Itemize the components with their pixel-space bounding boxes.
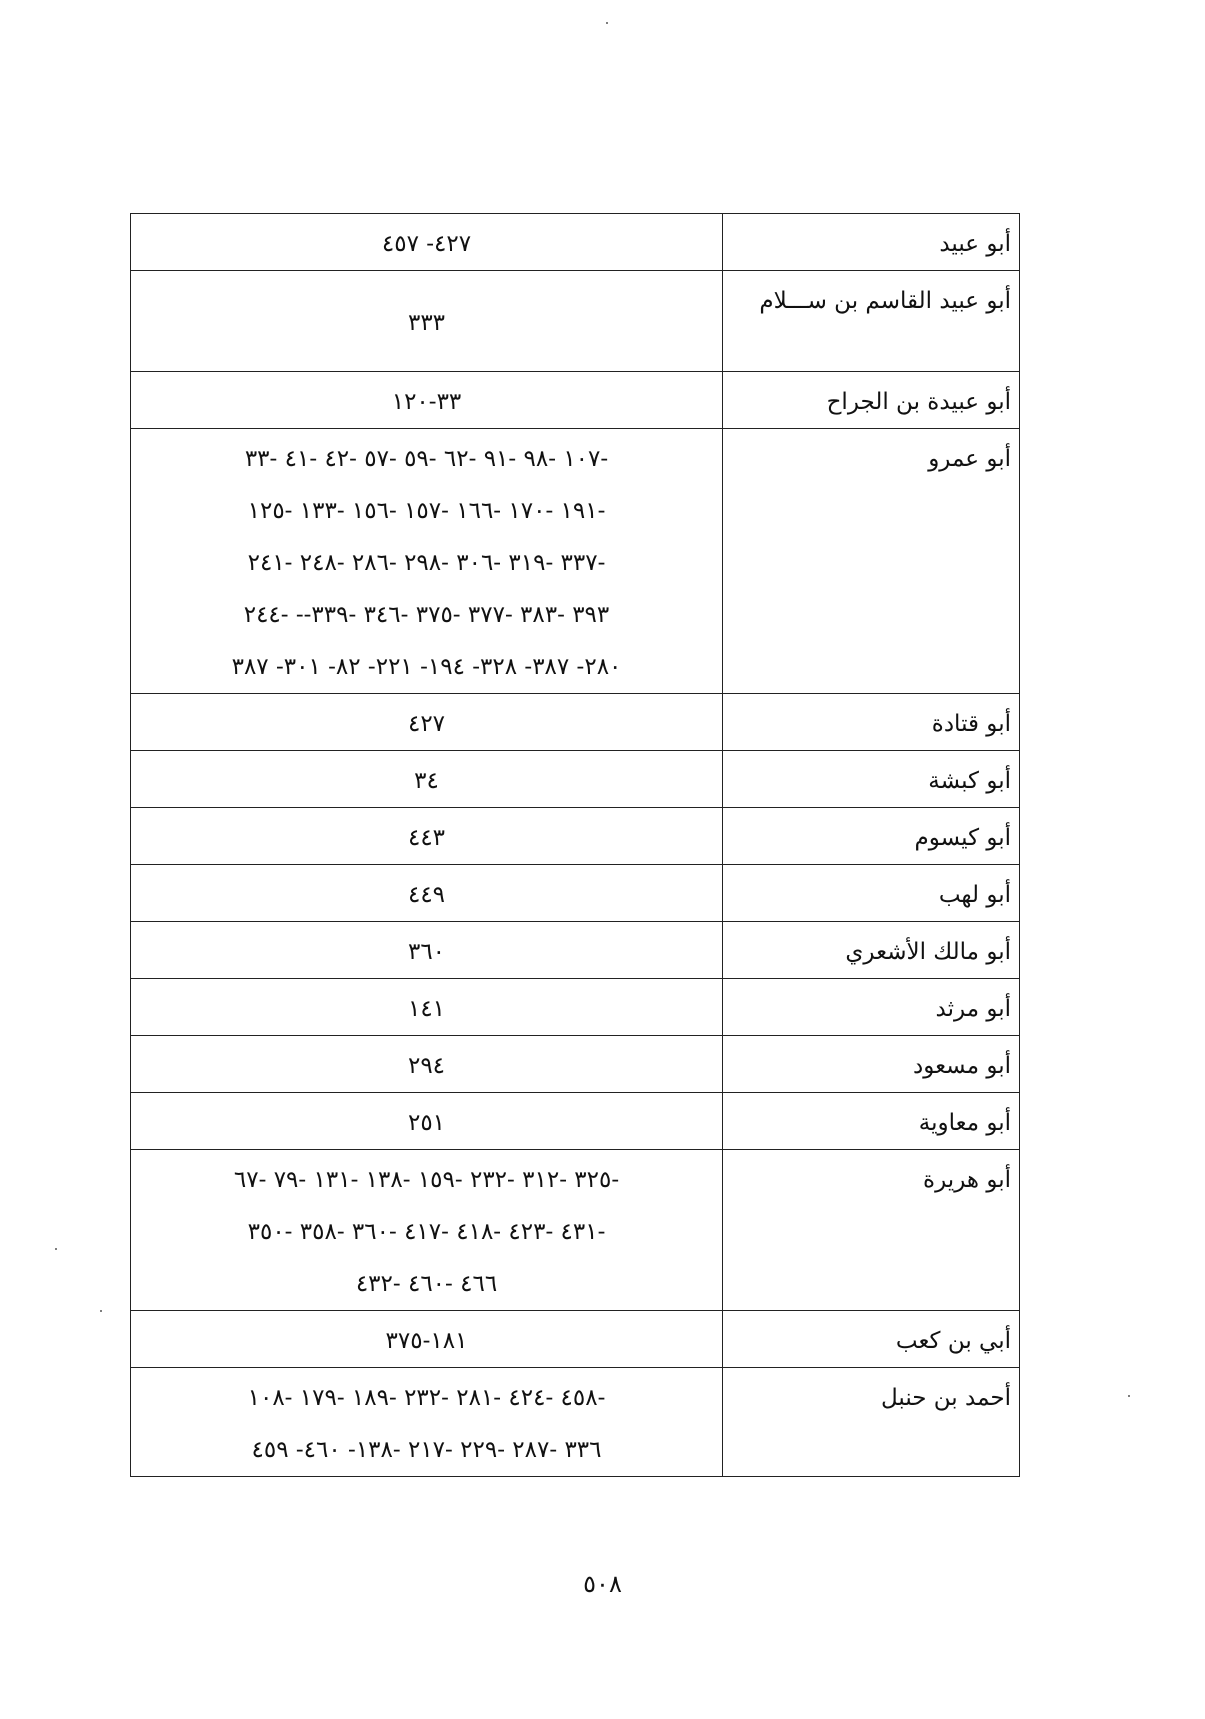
- index-table: [130, 213, 1020, 1477]
- entry-name: أبو عمرو: [723, 429, 1020, 694]
- table-row: [131, 751, 1020, 808]
- entry-name: أبو مالك الأشعري: [723, 922, 1020, 979]
- table-row: [131, 429, 1020, 694]
- table-row: [131, 694, 1020, 751]
- page-number: ٥٠٨: [583, 1570, 622, 1598]
- pages-line: ٢٨٠- ٣٨٧- ٣٢٨- ١٩٤- ٢٢١- ٨٢- ٣٠١- ٣٨٧: [231, 654, 622, 680]
- scan-speck: [55, 1248, 57, 1250]
- pages-line: ٣٣٦ -٢٨٧ -٢٢٩ -٢١٧ -١٣٨- ٤٦٠- ٤٥٩: [251, 1437, 602, 1463]
- entry-name: أبو هريرة: [723, 1150, 1020, 1311]
- scan-speck: [1128, 1395, 1130, 1397]
- index-table-body: [131, 214, 1020, 1477]
- scan-speck: [606, 22, 608, 24]
- entry-name: أبو عبيد: [723, 214, 1020, 271]
- entry-pages: [131, 214, 723, 271]
- pages-line: ٣٣٣: [407, 310, 446, 336]
- entry-name: أبو عبيدة بن الجراح: [723, 372, 1020, 429]
- pages-line: -٣٣٧ -٣١٩ -٣٠٦ -٢٩٨ -٢٨٦ -٢٤٨ -٢٤١: [247, 550, 606, 576]
- pages-line: ٤٤٣: [407, 825, 446, 851]
- table-row: [131, 1368, 1020, 1477]
- table-row: [131, 1036, 1020, 1093]
- pages-line: ٢٩٤: [407, 1053, 446, 1079]
- entry-pages: [131, 372, 723, 429]
- entry-name: أبو كيسوم: [723, 808, 1020, 865]
- pages-line: ١٨١-٣٧٥: [385, 1328, 468, 1354]
- entry-pages: [131, 1150, 723, 1311]
- table-row: [131, 1093, 1020, 1150]
- entry-pages: [131, 979, 723, 1036]
- pages-line: ٢٥١: [407, 1110, 446, 1136]
- table-row: [131, 1311, 1020, 1368]
- entry-pages: [131, 808, 723, 865]
- pages-line: ٣٣-١٢٠: [391, 389, 462, 415]
- pages-line: ٤٢٧- ٤٥٧: [381, 231, 472, 257]
- pages-line: -٤٣١ -٤٢٣ -٤١٨ -٤١٧ -٣٦٠ -٣٥٨ -٣٥٠: [247, 1219, 606, 1245]
- entry-name: أبو مسعود: [723, 1036, 1020, 1093]
- pages-line: ٤٢٧: [407, 711, 446, 737]
- table-row: [131, 979, 1020, 1036]
- table-row: [131, 214, 1020, 271]
- entry-name: أبو كبشة: [723, 751, 1020, 808]
- entry-pages: [131, 922, 723, 979]
- table-row: [131, 271, 1020, 372]
- entry-pages: [131, 751, 723, 808]
- scan-speck: [100, 1310, 102, 1312]
- entry-pages: [131, 1311, 723, 1368]
- entry-pages: [131, 1093, 723, 1150]
- entry-pages: [131, 1036, 723, 1093]
- entry-name: أبو قتادة: [723, 694, 1020, 751]
- pages-line: ٤٤٩: [407, 882, 446, 908]
- entry-name: أبو عبيد القاسم بن ســـلام: [723, 271, 1020, 372]
- table-row: [131, 922, 1020, 979]
- pages-line: -١٩١ -١٧٠ -١٦٦ -١٥٧ -١٥٦ -١٣٣ -١٢٥: [247, 498, 606, 524]
- entry-pages: [131, 694, 723, 751]
- entry-pages: [131, 271, 723, 372]
- entry-name: أبو مرثد: [723, 979, 1020, 1036]
- pages-line: ٣٩٣ -٣٨٣ -٣٧٧ -٣٧٥ -٣٤٦ -٣٣٩-- -٢٤٤: [243, 602, 610, 628]
- entry-pages: [131, 429, 723, 694]
- entry-name: أبو معاوية: [723, 1093, 1020, 1150]
- pages-line: -١٠٧ -٩٨ -٩١ -٦٢ -٥٩ -٥٧ -٤٢ -٤١ -٣٣: [244, 446, 609, 472]
- entry-pages: [131, 865, 723, 922]
- pages-line: -٤٥٨ -٤٢٤ -٢٨١ -٢٣٢ -١٨٩ -١٧٩ -١٠٨: [247, 1385, 606, 1411]
- entry-name: أحمد بن حنبل: [723, 1368, 1020, 1477]
- entry-name: أبو لهب: [723, 865, 1020, 922]
- pages-line: -٣٢٥ -٣١٢ -٢٣٢ -١٥٩ -١٣٨ -١٣١ -٧٩ -٦٧: [233, 1167, 620, 1193]
- table-row: [131, 1150, 1020, 1311]
- entry-pages: [131, 1368, 723, 1477]
- pages-line: ٣٤: [414, 768, 439, 794]
- pages-line: ٤٦٦ -٤٦٠ -٤٣٢: [355, 1271, 498, 1297]
- entry-name: أبي بن كعب: [723, 1311, 1020, 1368]
- pages-line: ١٤١: [407, 996, 446, 1022]
- pages-line: ٣٦٠: [407, 939, 446, 965]
- table-row: [131, 865, 1020, 922]
- table-row: [131, 808, 1020, 865]
- table-row: [131, 372, 1020, 429]
